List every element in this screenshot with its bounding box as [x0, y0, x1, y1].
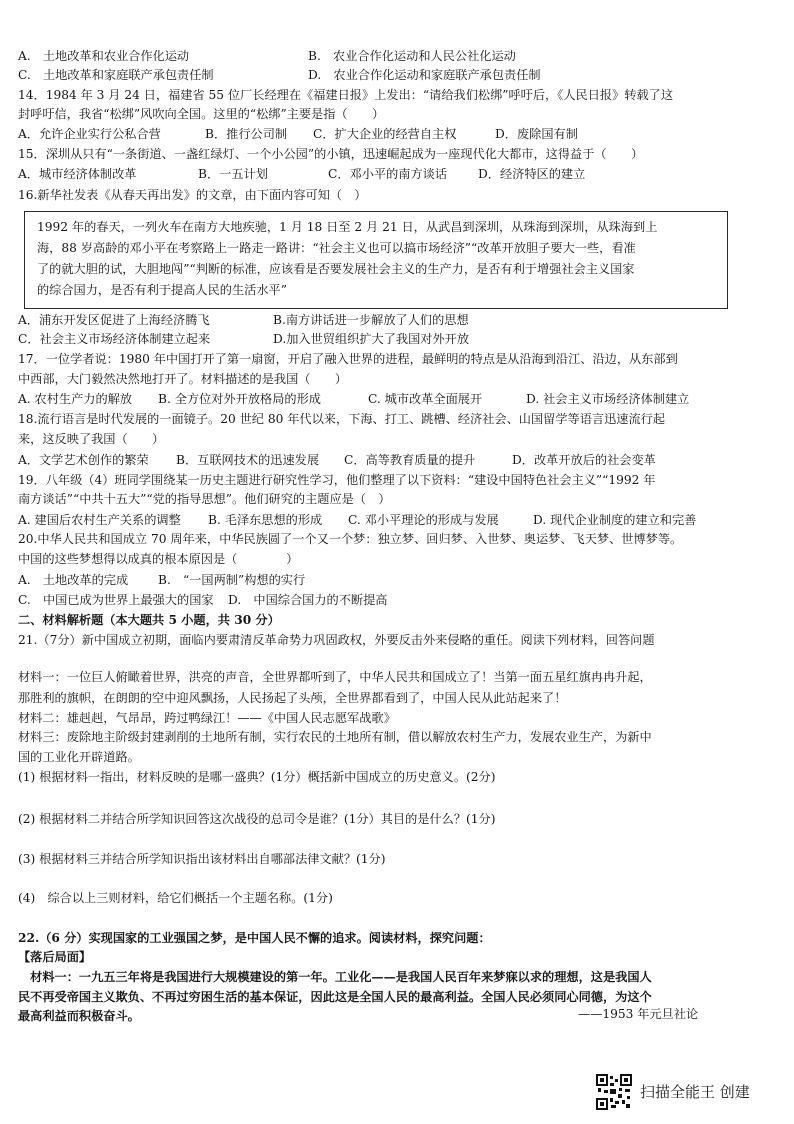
q17-stem-line1: 17．一位学者说：1980 年中国打开了第一扇窗，开启了融入世界的进程，最鲜明的特点是从沿海到沿江、沿边，从东部到	[18, 352, 678, 366]
q14-options	[18, 125, 578, 143]
q16-box-line2: 海，88 岁高龄的邓小平在考察路上一路走一路讲：“社会主义也可以搞市场经济”“改革开放胆子要大一些，看准	[37, 241, 636, 255]
q13-options-row1	[18, 47, 778, 65]
q18-option-b: B．互联网技术的迅速发展	[176, 453, 320, 467]
q15-option-d: D．经济特区的建立	[478, 167, 586, 181]
section-heading: 二、材料解析题（本大题共 5 小题，共 30 分）	[18, 613, 280, 627]
q21-material1-line1: 材料一：一位巨人俯瞰着世界，洪亮的声音，全世界都听到了，中华人民共和国成立了！当第一面五星红旗冉冉升起，	[18, 670, 652, 684]
q19-option-d: D. 现代企业制度的建立和完善	[533, 513, 697, 527]
q20-option-b: B. “一国两制”构想的实行	[158, 573, 306, 587]
q15-option-c: C．邓小平的南方谈话	[328, 167, 448, 181]
q20-option-a: A. 土地改革的完成	[18, 573, 129, 587]
q13-option-a: A. 土地改革和农业合作化运动	[18, 49, 190, 63]
q15-option-b: B．一五计划	[198, 167, 268, 181]
q19-options	[18, 511, 696, 529]
q16-option-d: D.加入世贸组织扩大了我国对外开放	[273, 332, 470, 346]
q16-material-box	[24, 211, 728, 309]
q18-option-c: C．高等教育质量的提升	[344, 453, 476, 467]
q16-box-line3: 了的就大胆的试，大胆地闯”“判断的标准，应该看是否要发展社会主义的生产力，是否有利于增强社会主义国家	[37, 262, 635, 276]
q17-option-d: D. 社会主义市场经济体制建立	[526, 392, 690, 406]
q17-option-b: B. 全方位对外开放格局的形成	[158, 392, 321, 406]
q15-option-a: A．城市经济体制改革	[18, 167, 137, 181]
q21-sub3: (3) 根据材料三并结合所学知识指出该材料出自哪部法律文献？(1分)	[18, 852, 386, 866]
q20-option-c: C. 中国已成为世界上最强大的国家	[18, 593, 214, 607]
q16-option-a: A．浦东开发区促进了上海经济腾飞	[18, 313, 210, 327]
q16-stem: 16.新华社发表《从春天再出发》的文章，由下面内容可知（ ）	[18, 188, 367, 202]
q22-material1-source: ——1953 年元旦社论	[578, 1007, 699, 1021]
q16-box-line4: 的综合国力，是否有利于提高人民的生活水平”	[37, 283, 287, 297]
q21-material3-line1: 材料三：废除地主阶级封建剥削的土地所有制，实行农民的土地所有制，借以解放农村生产力，发展农业生产，为新中	[18, 730, 652, 744]
q18-option-d: D．改革开放后的社会变革	[512, 453, 656, 467]
q19-option-a: A. 建国后农村生产关系的调整	[18, 513, 181, 527]
q17-option-a: A. 农村生产力的解放	[18, 392, 133, 406]
q17-option-c: C. 城市改革全面展开	[368, 392, 483, 406]
q18-stem-line2: 来，这反映了我国（ ）	[18, 432, 165, 446]
q21-material2: 材料二：雄赳赳，气昂昂，跨过鸭绿江！——《中国人民志愿军战歌》	[18, 711, 396, 725]
q13-option-d: D. 农业合作化运动和家庭联产承包责任制	[308, 68, 541, 82]
q15-stem: 15．深圳从只有“一条街道、一盏红绿灯、一个小公园”的小镇，迅速崛起成为一座现代化大都市，这得益于（ ）	[18, 147, 644, 161]
q14-option-b: B．推行公司制	[205, 127, 288, 141]
q13-option-b: B. 农业合作化运动和人民公社化运动	[308, 49, 516, 63]
q18-option-a: A．文学艺术创作的繁荣	[18, 453, 149, 467]
q21-sub1: (1) 根据材料一指出，材料反映的是哪一盛典？(1分）概括新中国成立的历史意义。(2分)	[18, 770, 496, 784]
q22-material1-line2: 民不再受帝国主义欺负、不再过穷困生活的基本保证，因此这是全国人民的最高利益。全国人民必须同心同德，为这个	[18, 990, 652, 1004]
q22-section-tag: 【落后局面】	[18, 950, 92, 964]
q21-material1-line2: 那胜利的旗帜，在朗朗的空中迎风飘扬，人民扬起了头颅，全世界都看到了，中国人民从此站起来了！	[18, 691, 567, 705]
q19-stem-line2: 南方谈话”“中共十五大”“党的指导思想”。他们研究的主题应是（ ）	[18, 492, 391, 506]
q22-material1-line1: 材料一：一九五三年将是我国进行大规模建设的第一年。工业化——是我国人民百年来梦寐以求的理想，这是我国人	[18, 970, 652, 984]
scanner-watermark: 扫描全能王 创建	[640, 1083, 750, 1101]
q16-options-row1	[18, 311, 778, 329]
q13-options-row2	[18, 66, 778, 84]
q18-stem-line1: 18.流行语言是时代发展的一面镜子。20 世纪 80 年代以来，下海、打工、跳槽、经济社会、山国留学等语言迅速流行起	[18, 412, 666, 426]
q22-stem: 22.（6 分）实现国家的工业强国之梦，是中国人民不懈的追求。阅读材料，探究问题：	[18, 931, 491, 945]
q19-stem-line1: 19．八年级（4）班同学围绕某一历史主题进行研究性学习，他们整理了以下资料：“建设中国特色社会主义”“1992 年	[18, 473, 656, 487]
q21-sub2: (2) 根据材料二并结合所学知识回答这次战役的总司令是谁？(1分）其目的是什么？(1分)	[18, 812, 496, 826]
q20-option-d: D. 中国综合国力的不断提高	[228, 593, 388, 607]
q19-option-b: B. 毛泽东思想的形成	[208, 513, 323, 527]
q21-material3-line2: 国的工业化开辟道路。	[18, 750, 140, 764]
q20-stem-line1: 20.中华人民共和国成立 70 周年来，中华民族圆了一个又一个梦：独立梦、回归梦、入世梦、奥运梦、飞天梦、世博梦等。	[18, 532, 683, 546]
q16-box-line1: 1992 年的春天，一列火车在南方大地疾驰，1 月 18 日至 2 月 21 日，从武昌到深圳，从珠海到深圳，从珠海到上	[37, 220, 658, 234]
q20-options-row2	[18, 591, 387, 609]
q14-option-d: D．废除国有制	[495, 127, 578, 141]
q22-material1-line3: 最高利益而积极奋斗。	[18, 1009, 140, 1023]
q17-options	[18, 390, 689, 408]
q21-sub4: (4) 综合以上三则材料，给它们概括一个主题名称。(1分)	[18, 891, 333, 905]
q19-option-c: C. 邓小平理论的形成与发展	[348, 513, 499, 527]
q17-stem-line2: 中西部，大门毅然决然地打开了。材料描述的是我国（ ）	[18, 372, 348, 386]
q20-options-row1	[18, 571, 305, 589]
q14-option-a: A．允许企业实行公私合营	[18, 127, 161, 141]
q13-option-c: C. 土地改革和家庭联产承包责任制	[18, 68, 214, 82]
q16-option-c: C．社会主义市场经济体制建立起来	[18, 332, 211, 346]
q18-options	[18, 451, 656, 469]
q16-options-row2	[18, 330, 778, 348]
q16-option-b: B.南方讲话进一步解放了人们的思想	[273, 313, 469, 327]
q14-option-c: C．扩大企业的经营自主权	[313, 127, 457, 141]
q15-options	[18, 165, 585, 183]
q20-stem-line2: 中国的这些梦想得以成真的根本原因是（ ）	[18, 552, 299, 566]
q21-stem: 21.（7分）新中国成立初期，面临内要肃清反革命势力巩固政权，外要反击外来侵略的重任。阅读下列材料，回答问题	[18, 633, 655, 647]
q14-stem-line2: 封呼吁信，我省“松绑”风吹向全国。这里的“松绑”主要是指（ ）	[18, 107, 385, 121]
q14-stem-line1: 14．1984 年 3 月 24 日，福建省 55 位厂长经理在《福建日报》上发出：“请给我们松绑”呼吁后，《人民日报》转载了这	[18, 88, 674, 102]
qr-code-icon	[596, 1074, 632, 1110]
